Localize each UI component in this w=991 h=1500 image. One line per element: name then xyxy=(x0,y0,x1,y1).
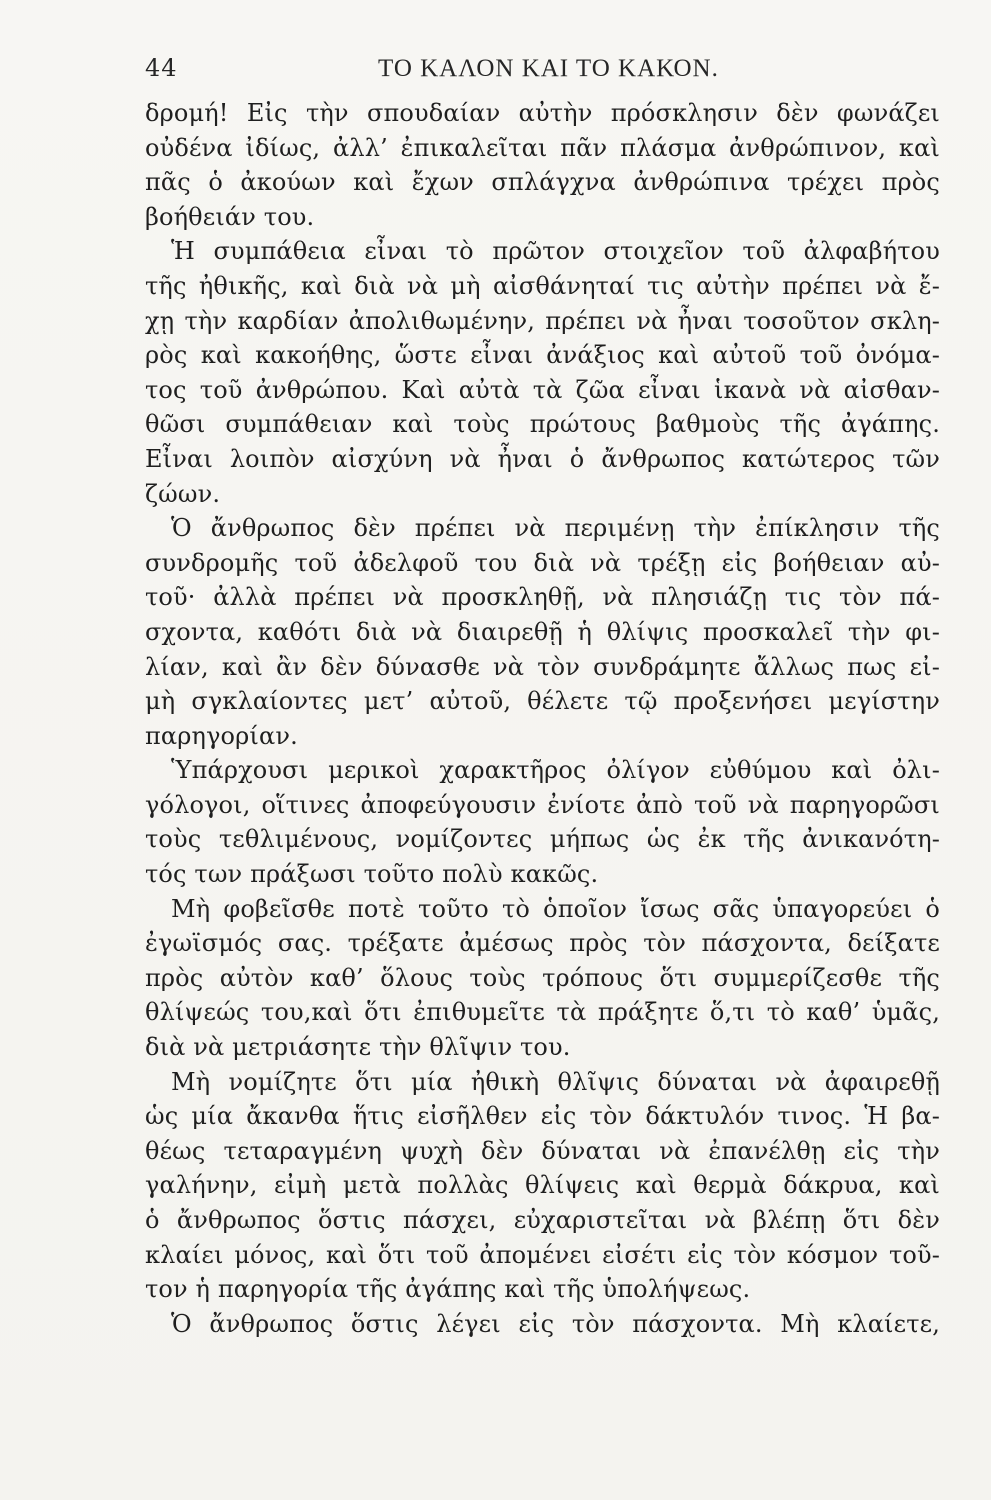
text-line: παρηγορίαν. xyxy=(145,721,298,750)
text-line: Ἡ συμπάθεια εἶναι τὸ πρῶτον στοιχεῖον τοῦ ἀλφαβήτου xyxy=(171,237,940,266)
text-line: θέως τεταραγμένη ψυχὴ δὲν δύναται νὰ ἐπανέλθῃ εἰς τὴν xyxy=(145,1136,940,1165)
text-line: λίαν, καὶ ἂν δὲν δύνασθε νὰ τὸν συνδράμητε ἄλλως πως εἰ- xyxy=(145,652,940,681)
page-number: 44 xyxy=(145,54,178,82)
text-line: πᾶς ὁ ἀκούων καὶ ἔχων σπλάγχνα ἀνθρώπινα τρέχει πρὸς xyxy=(145,168,940,197)
text-line: ἐγωϊσμός σας. τρέξατε ἀμέσως πρὸς τὸν πάσχοντα, δείξατε xyxy=(145,929,940,958)
text-line: τοῦ· ἀλλὰ πρέπει νὰ προσκληθῇ, νὰ πλησιάζῃ τις τὸν πά- xyxy=(145,583,940,612)
body-text xyxy=(145,96,940,1341)
text-line: ρὸς καὶ κακοήθης, ὥστε εἶναι ἀνάξιος καὶ αὐτοῦ τοῦ ὀνόμα- xyxy=(145,341,940,370)
text-line: τῆς ἠθικῆς, καὶ διὰ νὰ μὴ αἰσθάνηταί τις αὐτὴν πρέπει νὰ ἔ- xyxy=(145,271,940,300)
text-line: ὁ ἄνθρωπος ὅστις πάσχει, εὐχαριστεῖται νὰ βλέπῃ ὅτι δὲν xyxy=(145,1206,940,1234)
text-line: χῃ τὴν καρδίαν ἀπολιθωμένην, πρέπει νὰ ἦναι τοσοῦτον σκλη- xyxy=(145,306,940,335)
text-line: μὴ σγκλαίοντες μετ’ αὐτοῦ, θέλετε τῷ προξενήσει μεγίστην xyxy=(145,687,940,716)
text-line: ὡς μία ἄκανθα ἥτις εἰσῆλθεν εἰς τὸν δάκτυλόν τινος. Ἡ βα- xyxy=(145,1102,940,1131)
text-line: Μὴ φοβεῖσθε ποτὲ τοῦτο τὸ ὁποῖον ἴσως σᾶς ὑπαγορεύει ὁ xyxy=(171,894,940,923)
text-line: οὐδένα ἰδίως, ἀλλ’ ἐπικαλεῖται πᾶν πλάσμα ἀνθρώπινον, καὶ xyxy=(145,133,940,162)
page-header xyxy=(145,54,940,94)
text-line: Μὴ νομίζητε ὅτι μία ἠθικὴ θλῖψις δύναται νὰ ἀφαιρεθῇ xyxy=(171,1067,940,1096)
text-line: διὰ νὰ μετριάσητε τὴν θλῖψιν του. xyxy=(145,1033,571,1062)
text-line: Εἶναι λοιπὸν αἰσχύνη νὰ ἦναι ὁ ἄνθρωπος κατώτερος τῶν xyxy=(145,444,940,473)
text-line: θλίψεώς του,καὶ ὅτι ἐπιθυμεῖτε τὰ πράξητε ὅ,τι τὸ καθ’ ὑμᾶς, xyxy=(145,998,940,1027)
text-line: γόλογοι, οἵτινες ἀποφεύγουσιν ἐνίοτε ἀπὸ τοῦ νὰ παρηγορῶσι xyxy=(145,790,940,819)
text-line: κλαίει μόνος, καὶ ὅτι τοῦ ἀπομένει εἰσέτι εἰς τὸν κόσμον τοῦ- xyxy=(145,1240,940,1269)
text-line: τοὺς τεθλιμένους, νομίζοντες μήπως ὡς ἐκ τῆς ἀνικανότη- xyxy=(145,825,940,854)
text-line: Ὁ ἄνθρωπος δὲν πρέπει νὰ περιμένῃ τὴν ἐπίκλησιν τῆς xyxy=(171,514,940,543)
text-line: πρὸς αὐτὸν καθ’ ὅλους τοὺς τρόπους ὅτι συμμερίζεσθε τῆς xyxy=(145,963,940,992)
running-head-title: ΤΟ ΚΑΛΟΝ ΚΑΙ ΤΟ ΚΑΚΟΝ. xyxy=(378,55,719,82)
text-line: σχοντα, καθότι διὰ νὰ διαιρεθῇ ἡ θλίψις προσκαλεῖ τὴν φι- xyxy=(145,617,940,646)
text-line: συνδρομῆς τοῦ ἀδελφοῦ του διὰ νὰ τρέξῃ εἰς βοήθειαν αὐ- xyxy=(145,548,940,577)
text-line: τον ἡ παρηγορία τῆς ἀγάπης καὶ τῆς ὑπολήψεως. xyxy=(145,1275,751,1304)
text-line: ζώων. xyxy=(145,479,221,508)
text-line: γαλήνην, εἰμὴ μετὰ πολλὰς θλίψεις καὶ θερμὰ δάκρυα, καὶ xyxy=(145,1171,940,1200)
text-line: Ὑπάρχουσι μερικοὶ χαρακτῆρος ὀλίγον εὐθύμου καὶ ὀλι- xyxy=(171,756,940,785)
text-line: θῶσι συμπάθειαν καὶ τοὺς πρώτους βαθμοὺς τῆς ἀγάπης. xyxy=(145,410,940,439)
text-line: τός των πράξωσι τοῦτο πολὺ κακῶς. xyxy=(145,860,599,889)
text-line: δρομή! Εἰς τὴν σπουδαίαν αὐτὴν πρόσκλησιν δὲν φωνάζει xyxy=(145,99,940,127)
text-line: Ὁ ἄνθρωπος ὅστις λέγει εἰς τὸν πάσχοντα. Μὴ κλαίετε, xyxy=(171,1309,940,1338)
text-line: βοήθειάν του. xyxy=(145,202,315,231)
text-line: τος τοῦ ἀνθρώπου. Καὶ αὐτὰ τὰ ζῶα εἶναι ἱκανὰ νὰ αἰσθαν- xyxy=(145,375,940,404)
